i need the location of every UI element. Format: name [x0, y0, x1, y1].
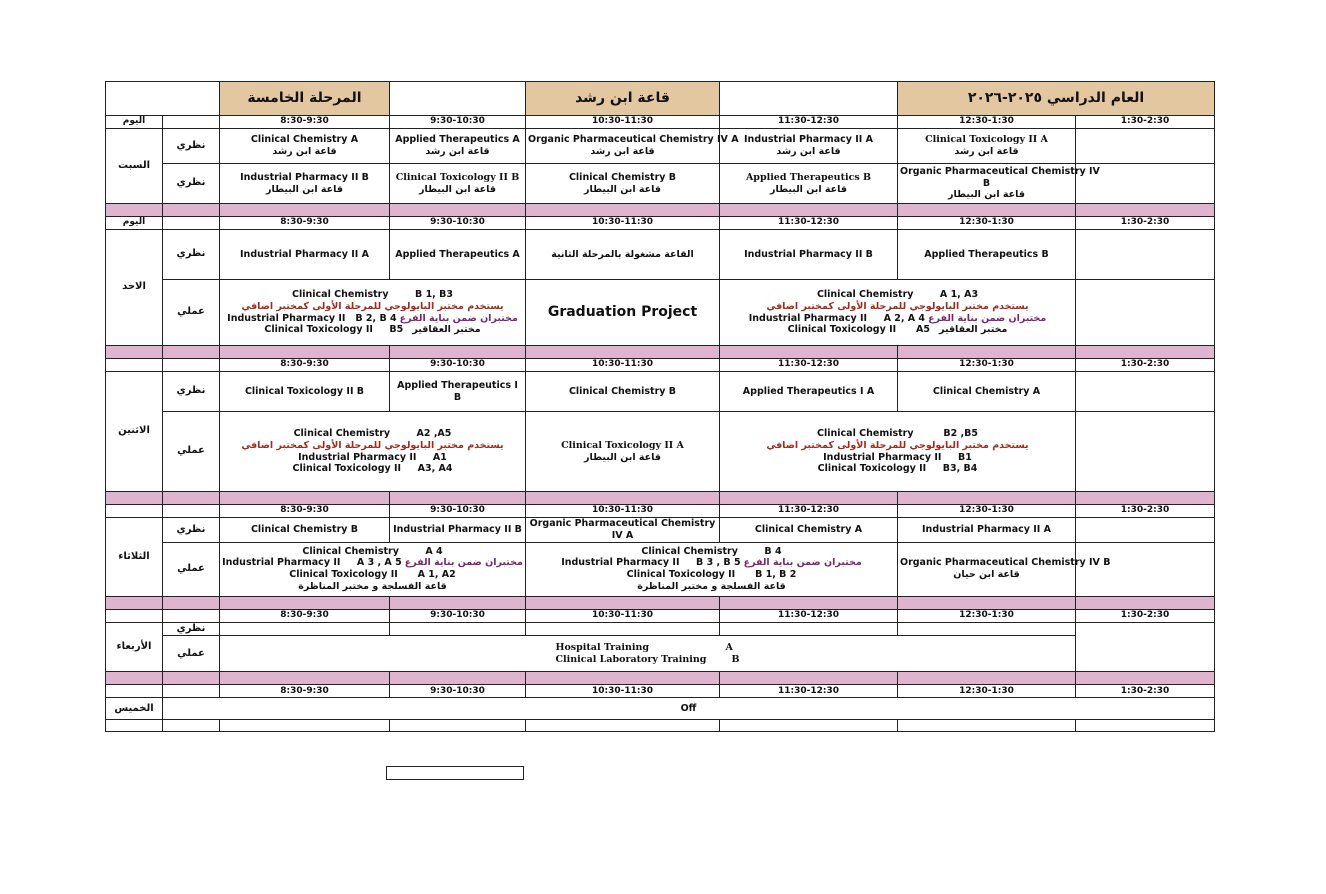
graduation-project: Graduation Project: [526, 280, 720, 346]
saturday-row-1: [106, 129, 1215, 164]
time-slot: 8:30-9:30: [220, 505, 390, 518]
class-cell: Industrial Pharmacy II A قاعة ابن رشد: [720, 129, 898, 164]
class-cell: Clinical Toxicology II A قاعة ابن البيطار: [526, 412, 720, 492]
time-slot: 1:30-2:30: [1076, 505, 1215, 518]
empty-box: [386, 766, 524, 780]
day-wednesday: الأربعاء: [106, 622, 163, 672]
day-saturday: السبت: [106, 129, 163, 204]
class-cell: Applied Therapeutics B: [898, 230, 1076, 280]
time-row: [106, 359, 1215, 372]
type-theory: نظري: [163, 518, 220, 543]
time-slot: 10:30-11:30: [526, 116, 720, 129]
header-row: [106, 82, 1215, 116]
time-slot: 12:30-1:30: [898, 116, 1076, 129]
time-row: [106, 685, 1215, 698]
type-practical: عملي: [163, 280, 220, 346]
class-cell: Industrial Pharmacy II B: [720, 230, 898, 280]
sunday-lab-row: [106, 280, 1215, 346]
time-slot: 9:30-10:30: [390, 217, 526, 230]
time-slot: 10:30-11:30: [526, 505, 720, 518]
class-cell: Industrial Pharmacy II B قاعة ابن البيطار: [220, 164, 390, 204]
separator: [106, 492, 1215, 505]
saturday-row-2: [106, 164, 1215, 204]
day-label: اليوم: [106, 116, 163, 129]
lab-block: Clinical Chemistry B2 ,B5 يستخدم مختبر البايولوجي للمرحلة الأولى كمختبر اضافي Industrial Pharmacy II B1 Clinical Toxicology II B3, B4: [720, 412, 1076, 492]
class-cell: القاعة مشغولة بالمرحلة الثانية: [526, 230, 720, 280]
separator: [106, 204, 1215, 217]
time-slot: 10:30-11:30: [526, 217, 720, 230]
time-slot: 11:30-12:30: [720, 359, 898, 372]
time-slot: 1:30-2:30: [1076, 609, 1215, 622]
class-cell: Clinical Chemistry A: [898, 372, 1076, 412]
time-slot: 9:30-10:30: [390, 359, 526, 372]
hall-title: قاعة ابن رشد: [526, 82, 720, 116]
class-cell: Clinical Chemistry A: [720, 518, 898, 543]
thursday-row: [106, 698, 1215, 720]
time-slot: 9:30-10:30: [390, 609, 526, 622]
type-theory: نظري: [163, 372, 220, 412]
class-cell: Applied Therapeutics B قاعة ابن البيطار: [720, 164, 898, 204]
academic-year: العام الدراسي ٢٠٢٥-٢٠٢٦: [898, 82, 1215, 116]
type-theory: نظري: [163, 230, 220, 280]
time-slot: 11:30-12:30: [720, 217, 898, 230]
separator: [106, 596, 1215, 609]
time-row: [106, 505, 1215, 518]
type-practical: عملي: [163, 412, 220, 492]
type-theory: نظري: [163, 164, 220, 204]
time-slot: 8:30-9:30: [220, 116, 390, 129]
time-slot: 9:30-10:30: [390, 505, 526, 518]
time-slot: 12:30-1:30: [898, 685, 1076, 698]
day-tuesday: الثلاثاء: [106, 518, 163, 597]
wednesday-theory-row: [106, 622, 1215, 636]
time-slot: 9:30-10:30: [390, 685, 526, 698]
lab-block: Clinical Chemistry A 4 Industrial Pharmacy II A 3 , A 5 مختبران ضمن بناية الفرع Clinical Toxicology II A 1, A2 قاعة الفسلجة و مختبر المناظرة: [220, 542, 526, 596]
separator: [106, 346, 1215, 359]
class-cell: Clinical Chemistry B: [220, 518, 390, 543]
class-cell: Clinical Toxicology II B قاعة ابن البيطار: [390, 164, 526, 204]
time-slot: 12:30-1:30: [898, 217, 1076, 230]
lab-block: Clinical Chemistry A2 ,A5 يستخدم مختبر البايولوجي للمرحلة الأولى كمختبر اضافي Industrial Pharmacy II A1 Clinical Toxicology II A3, A4: [220, 412, 526, 492]
time-slot: 11:30-12:30: [720, 505, 898, 518]
class-cell: Organic Pharmaceutical Chemistry IV A قاعة ابن رشد: [526, 129, 720, 164]
tuesday-theory-row: [106, 518, 1215, 543]
tuesday-lab-row: [106, 542, 1215, 596]
time-slot: 12:30-1:30: [898, 505, 1076, 518]
time-slot: 10:30-11:30: [526, 609, 720, 622]
stage-title: المرحلة الخامسة: [220, 82, 390, 116]
monday-lab-row: [106, 412, 1215, 492]
type-practical: عملي: [163, 636, 220, 672]
class-cell: Applied Therapeutics I A: [720, 372, 898, 412]
schedule-table: [105, 81, 1215, 732]
class-cell: Organic Pharmaceutical Chemistry IV B قاعة ابن حيان: [898, 542, 1076, 596]
class-cell: Applied Therapeutics A: [390, 230, 526, 280]
monday-theory-row: [106, 372, 1215, 412]
class-cell: Organic Pharmaceutical Chemistry IV B قاعة ابن البيطار: [898, 164, 1076, 204]
day-sunday: الاحد: [106, 230, 163, 346]
time-slot: 1:30-2:30: [1076, 359, 1215, 372]
training-block: Hospital Training A Clinical Laboratory Training B: [220, 636, 1076, 672]
lab-block: Clinical Chemistry A 1, A3 يستخدم مختبر البايولوجي للمرحلة الأولى كمختبر اضافي Industrial Pharmacy II A 2, A 4 مختبران ضمن بناية الفرع Clinical Toxicology II A5 مختبر العقاقير: [720, 280, 1076, 346]
type-theory: نظري: [163, 622, 220, 636]
time-slot: 10:30-11:30: [526, 359, 720, 372]
time-slot: 12:30-1:30: [898, 609, 1076, 622]
time-slot: 11:30-12:30: [720, 609, 898, 622]
class-cell: Industrial Pharmacy II A: [220, 230, 390, 280]
day-thursday: الخميس: [106, 698, 163, 720]
lab-block: Clinical Chemistry B 4 Industrial Pharmacy II B 3 , B 5 مختبران ضمن بناية الفرع Clinical Toxicology II B 1, B 2 قاعة الفسلجة و مختبر المناظرة: [526, 542, 898, 596]
class-cell: Industrial Pharmacy II A: [898, 518, 1076, 543]
separator: [106, 672, 1215, 685]
class-cell: Clinical Chemistry B قاعة ابن البيطار: [526, 164, 720, 204]
class-cell: Clinical Chemistry B: [526, 372, 720, 412]
time-slot: 12:30-1:30: [898, 359, 1076, 372]
time-row: [106, 217, 1215, 230]
time-slot: 9:30-10:30: [390, 116, 526, 129]
type-theory: نظري: [163, 129, 220, 164]
time-row: [106, 116, 1215, 129]
class-cell: Clinical Toxicology II A قاعة ابن رشد: [898, 129, 1076, 164]
time-slot: 1:30-2:30: [1076, 217, 1215, 230]
class-cell: Applied Therapeutics I B: [390, 372, 526, 412]
class-cell: Clinical Toxicology II B: [220, 372, 390, 412]
class-cell: Applied Therapeutics A قاعة ابن رشد: [390, 129, 526, 164]
class-cell: Industrial Pharmacy II B: [390, 518, 526, 543]
time-slot: 10:30-11:30: [526, 685, 720, 698]
time-slot: 8:30-9:30: [220, 685, 390, 698]
empty-row: [106, 720, 1215, 732]
day-monday: الاثنين: [106, 372, 163, 492]
lab-block: Clinical Chemistry B 1, B3 يستخدم مختبر البايولوجي للمرحلة الأولى كمختبر اضافي Industrial Pharmacy II B 2, B 4 مختبران ضمن بناية الفرع Clinical Toxicology II B5 مختبر العقاقير: [220, 280, 526, 346]
time-row: [106, 609, 1215, 622]
time-slot: 1:30-2:30: [1076, 685, 1215, 698]
type-practical: عملي: [163, 542, 220, 596]
day-label: اليوم: [106, 217, 163, 230]
class-cell: Organic Pharmaceutical Chemistry IV A: [526, 518, 720, 543]
sunday-theory-row: [106, 230, 1215, 280]
day-off: Off: [163, 698, 1215, 720]
time-slot: 11:30-12:30: [720, 116, 898, 129]
class-cell: Clinical Chemistry A قاعة ابن رشد: [220, 129, 390, 164]
time-slot: 11:30-12:30: [720, 685, 898, 698]
time-slot: 8:30-9:30: [220, 609, 390, 622]
time-slot: 8:30-9:30: [220, 217, 390, 230]
time-slot: 1:30-2:30: [1076, 116, 1215, 129]
wednesday-lab-row: [106, 636, 1215, 672]
time-slot: 8:30-9:30: [220, 359, 390, 372]
